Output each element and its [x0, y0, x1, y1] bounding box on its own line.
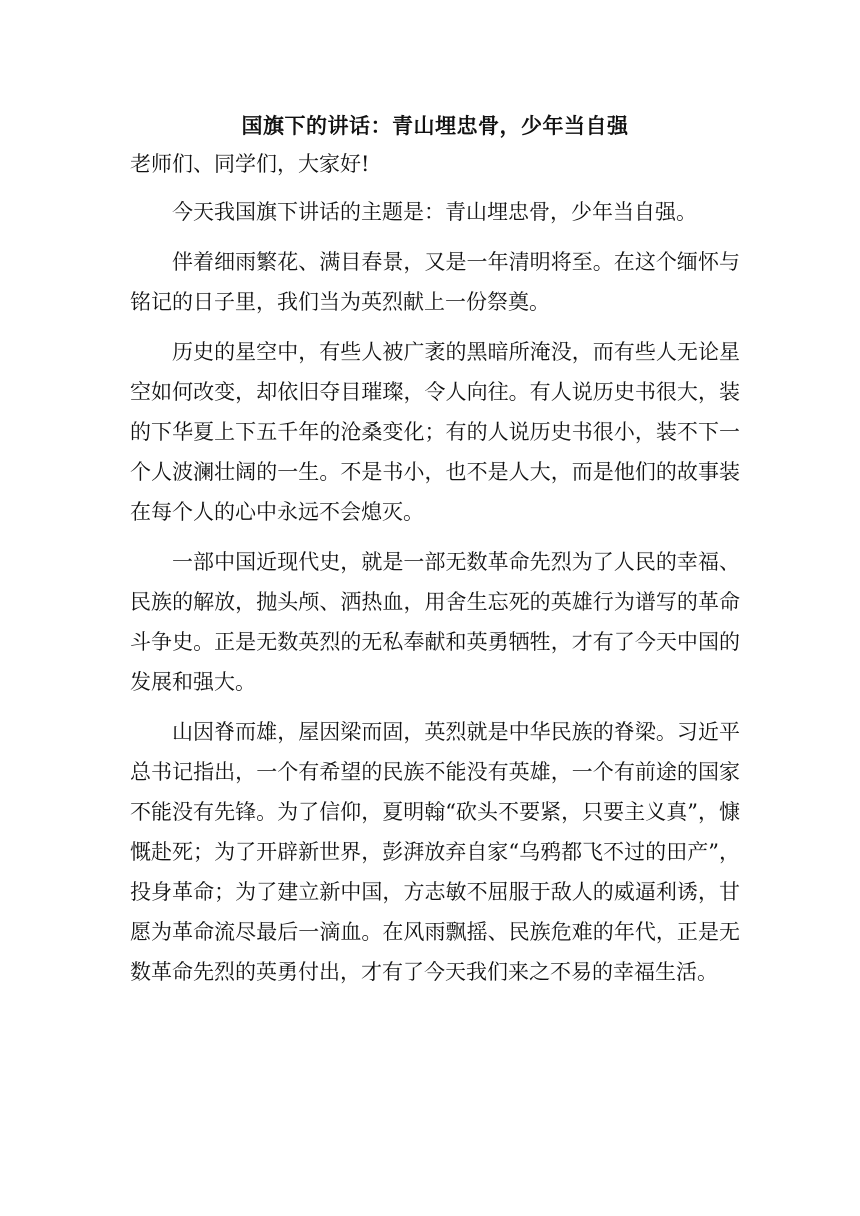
paragraph-4: 一部中国近现代史，就是一部无数革命先烈为了人民的幸福、民族的解放，抛头颅、洒热血，用舍生忘死的英雄行为谱写的革命斗争史。正是无数英烈的无私奉献和英勇牺牲，才有了今天中国的发展和强大。 — [130, 550, 740, 694]
paragraph-5: 山因脊而雄，屋因梁而固，英烈就是中华民族的脊梁。习近平总书记指出，一个有希望的民族不能没有英雄，一个有前途的国家不能没有先锋。为了信仰，夏明翰“砍头不要紧，只要主义真”，慷慨赴死；为了开辟新世界，彭湃放弃自家“乌鸦都飞不过的田产”，投身革命；为了建立新中国，方志敏不屈服于敌人的威逼利诱，甘愿为革命流尽最后一滴血。在风雨飘摇、民族危难的年代，正是无数革命先烈的英勇付出，才有了今天我们来之不易的幸福生活。 — [130, 720, 740, 984]
document-page — [130, 110, 740, 992]
greeting-line: 老师们、同学们，大家好! — [130, 152, 370, 176]
paragraph-1: 今天我国旗下讲话的主题是：青山埋忠骨，少年当自强。 — [172, 200, 697, 224]
paragraph-3: 历史的星空中，有些人被广袤的黑暗所淹没，而有些人无论星空如何改变，却依旧夺目璀璨，令人向往。有人说历史书很大，装的下华夏上下五千年的沧桑变化；有的人说历史书很小，装不下一个人波澜壮阔的一生。不是书小，也不是人大，而是他们的故事装在每个人的心中永远不会熄灭。 — [130, 340, 740, 524]
paragraph-2: 伴着细雨繁花、满目春景，又是一年清明将至。在这个缅怀与铭记的日子里，我们当为英烈献上一份祭奠。 — [130, 250, 740, 314]
document-title: 国旗下的讲话：青山埋忠骨，少年当自强 — [241, 114, 629, 138]
